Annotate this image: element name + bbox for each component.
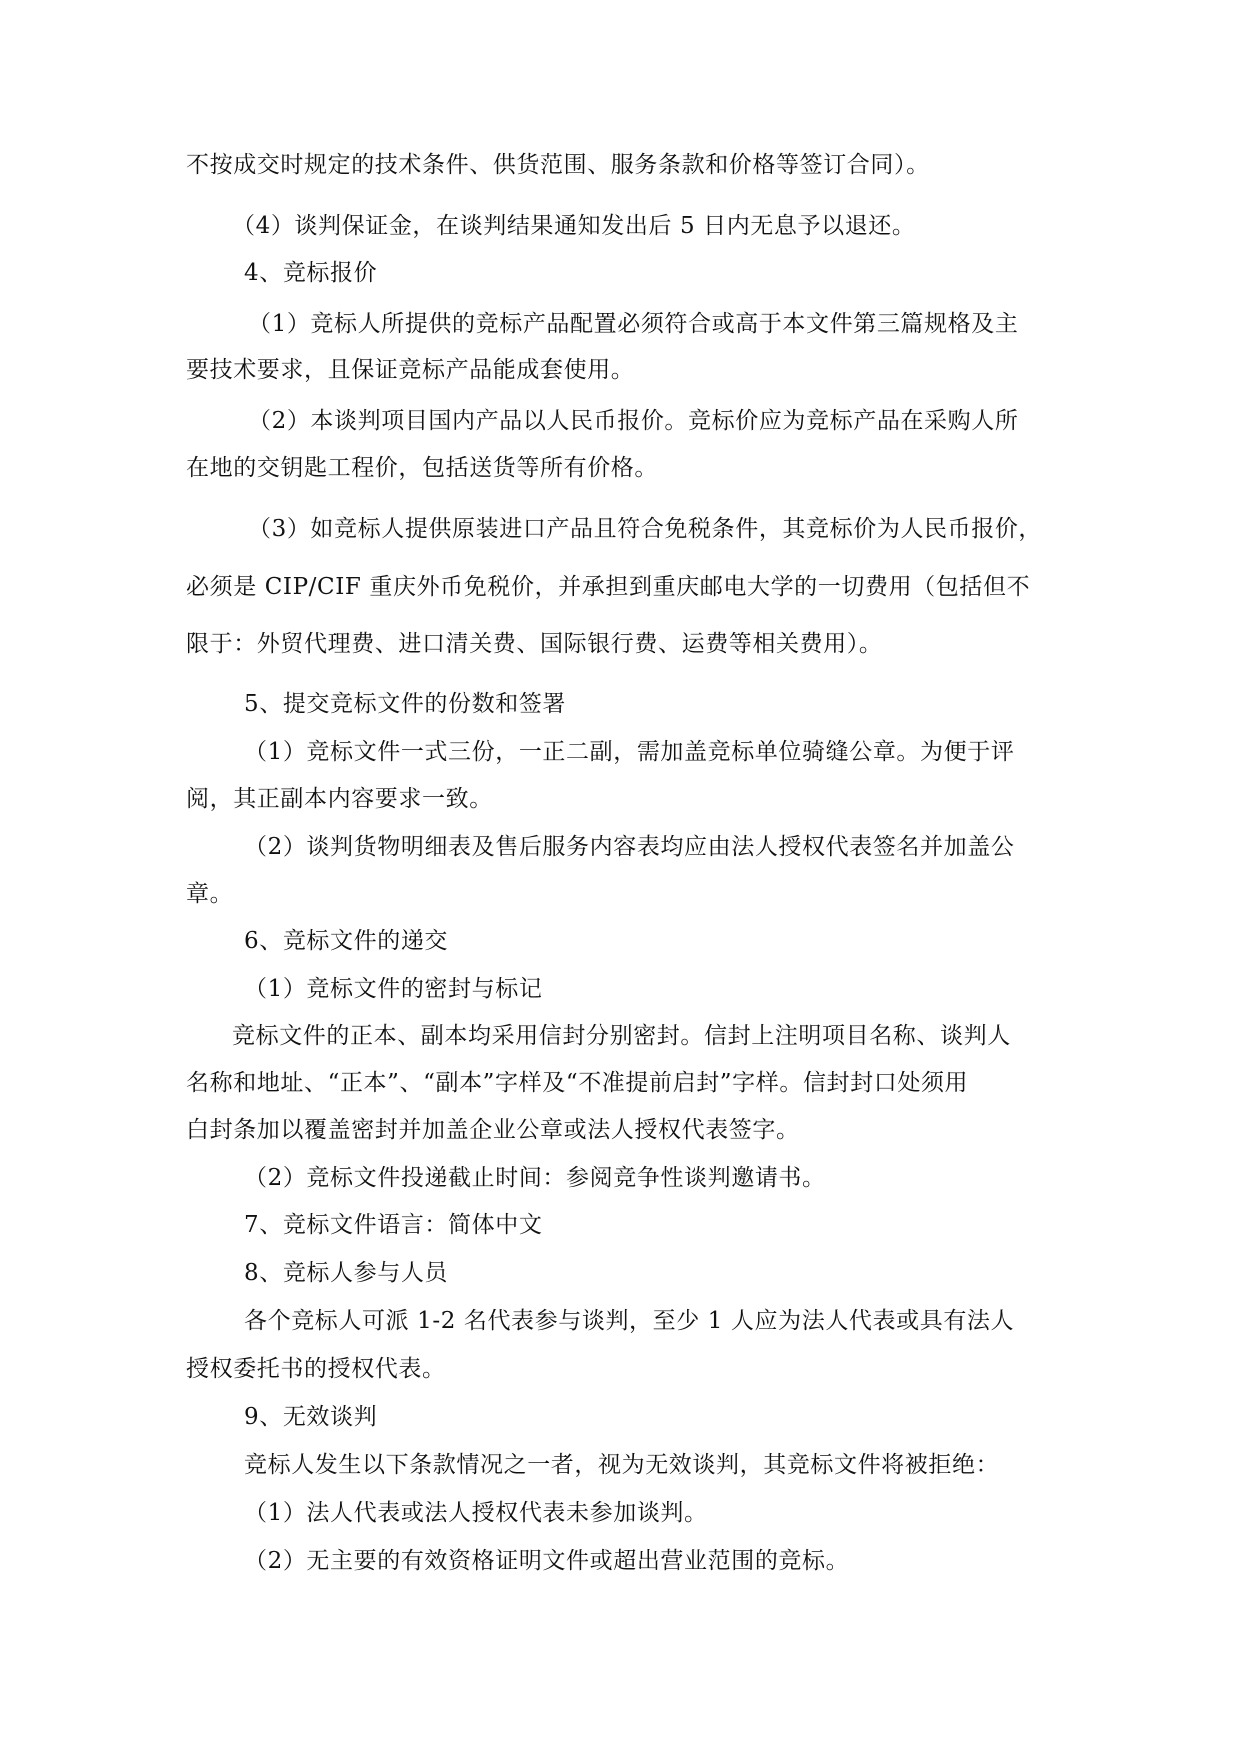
text-line: 在地的交钥匙工程价，包括送货等所有价格。 (186, 455, 658, 481)
text-line: （1）竞标文件一式三份，一正二副，需加盖竞标单位骑缝公章。为便于评 (244, 739, 1015, 765)
text-line: 竞标人发生以下条款情况之一者，视为无效谈判，其竞标文件将被拒绝： (244, 1452, 1000, 1478)
text-line: 要技术要求，且保证竞标产品能成套使用。 (186, 357, 635, 383)
section-heading: 6、竞标文件的递交 (244, 928, 449, 954)
section-heading: 7、竞标文件语言：简体中文 (244, 1212, 543, 1238)
text-line: 白封条加以覆盖密封并加盖企业公章或法人授权代表签字。 (186, 1117, 800, 1143)
text-line: 必须是 CIP/CIF 重庆外币免税价，并承担到重庆邮电大学的一切费用（包括但不 (186, 574, 1031, 600)
text-line: （1）竞标人所提供的竞标产品配置必须符合或高于本文件第三篇规格及主 (248, 311, 1019, 337)
text-line: 章。 (186, 881, 234, 907)
text-line: （2）本谈判项目国内产品以人民币报价。竞标价应为竞标产品在采购人所 (248, 408, 1019, 434)
section-heading: 9、无效谈判 (244, 1404, 378, 1430)
text-line: （1）法人代表或法人授权代表未参加谈判。 (244, 1500, 708, 1526)
text-line: 各个竞标人可派 1-2 名代表参与谈判，至少 1 人应为法人代表或具有法人 (244, 1308, 1015, 1334)
text-line: （1）竞标文件的密封与标记 (244, 976, 543, 1002)
section-heading: 4、竞标报价 (244, 260, 378, 286)
section-heading: 5、提交竞标文件的份数和签署 (244, 691, 567, 717)
text-line: （2）谈判货物明细表及售后服务内容表均应由法人授权代表签名并加盖公 (244, 834, 1015, 860)
text-line: 授权委托书的授权代表。 (186, 1356, 446, 1382)
text-line: 限于：外贸代理费、进口清关费、国际银行费、运费等相关费用）。 (186, 631, 883, 657)
text-line: 竞标文件的正本、副本均采用信封分别密封。信封上注明项目名称、谈判人 (232, 1023, 1011, 1049)
section-heading: 8、竞标人参与人员 (244, 1260, 449, 1286)
text-line: （4）谈判保证金，在谈判结果通知发出后 5 日内无息予以退还。 (232, 213, 916, 239)
text-line: 不按成交时规定的技术条件、供货范围、服务条款和价格等签订合同）。 (186, 152, 930, 178)
text-line: （2）竞标文件投递截止时间：参阅竞争性谈判邀请书。 (244, 1165, 826, 1191)
text-line: （2）无主要的有效资格证明文件或超出营业范围的竞标。 (244, 1548, 850, 1574)
text-line: 名称和地址、“正本”、“副本”字样及“不准提前启封”字样。信封封口处须用 (186, 1070, 969, 1096)
text-line: （3）如竞标人提供原装进口产品且符合免税条件，其竞标价为人民币报价， (248, 516, 1043, 542)
text-line: 阅，其正副本内容要求一致。 (186, 786, 493, 812)
